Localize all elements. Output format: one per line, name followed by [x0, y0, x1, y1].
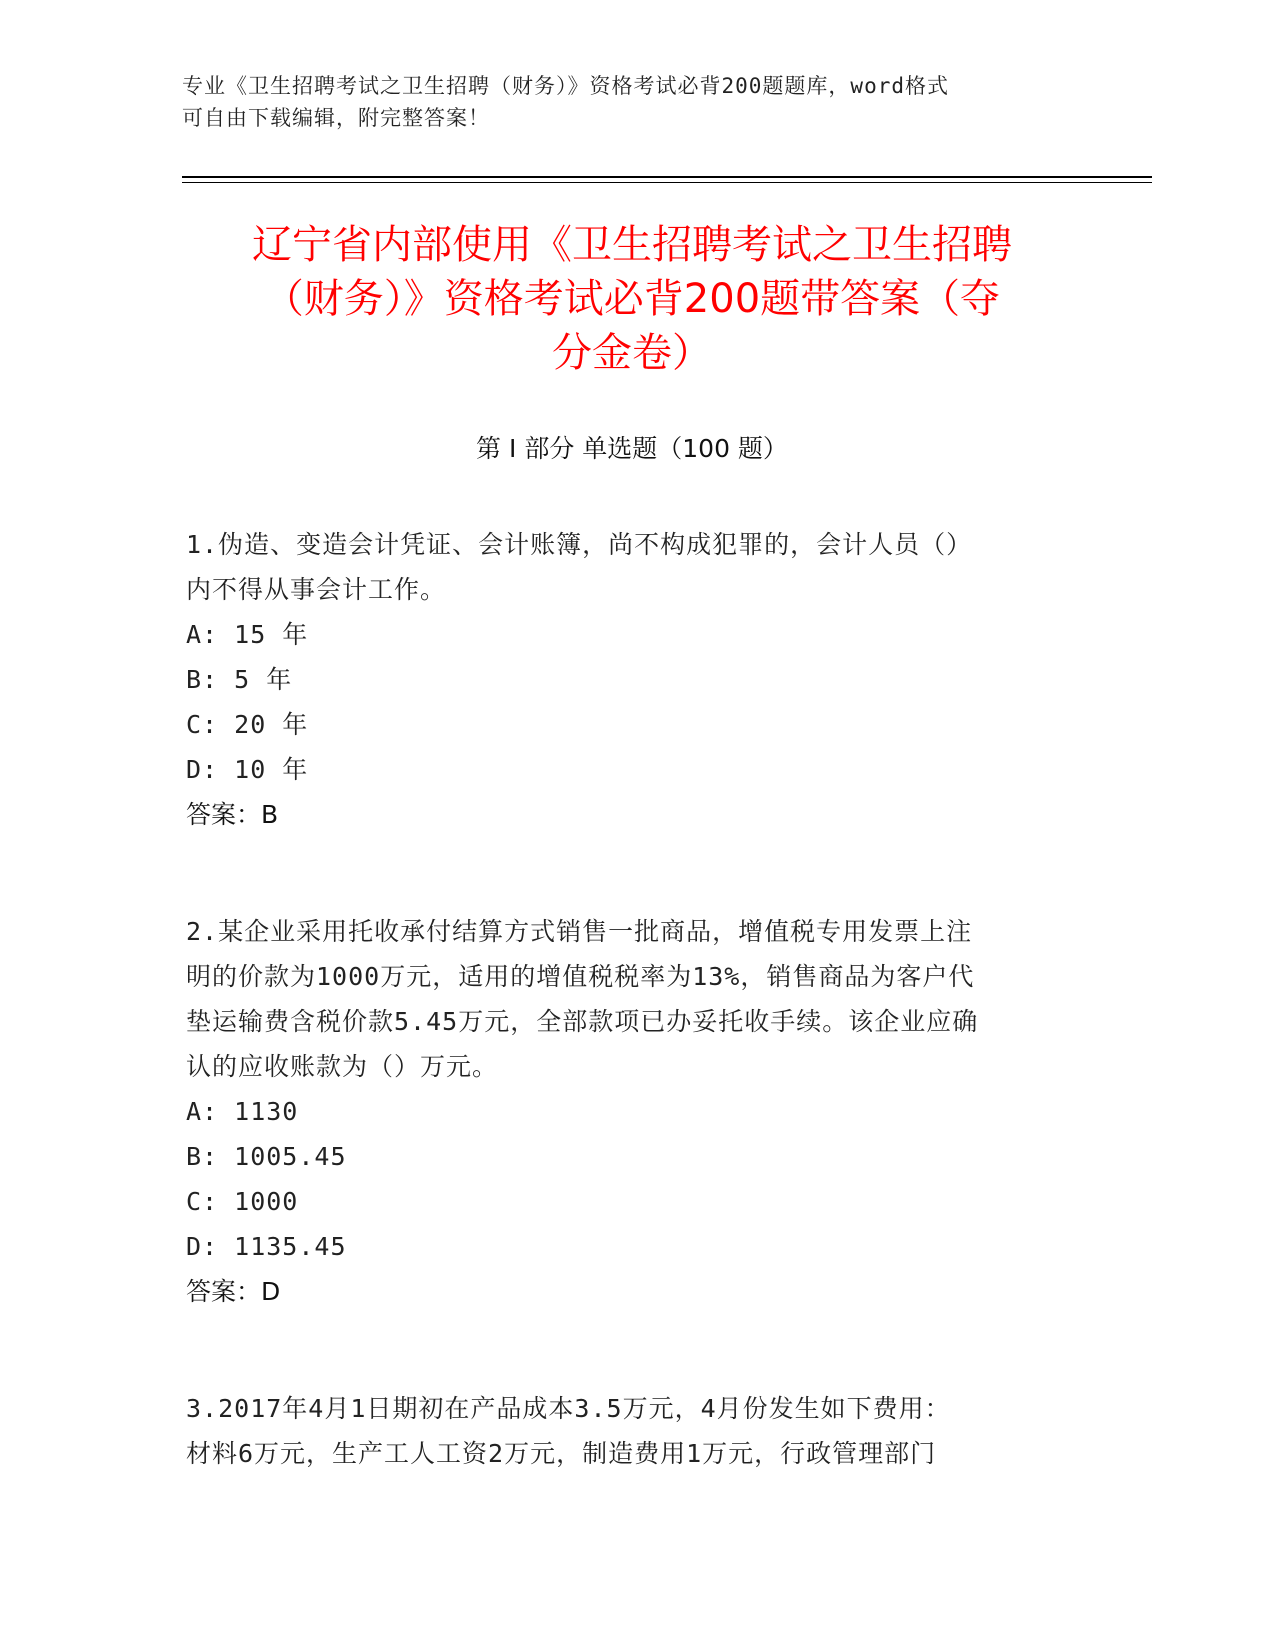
option-d: D: 10 年 — [186, 755, 309, 784]
question-1 — [186, 522, 1066, 837]
question-stem-line: 垫运输费含税价款5.45万元，全部款项已办妥托收手续。该企业应确 — [186, 1007, 979, 1036]
question-stem-line: 1.伪造、变造会计凭证、会计账簿，尚不构成犯罪的，会计人员（） — [186, 530, 973, 559]
header-note — [182, 70, 1062, 134]
header-divider-thin — [182, 182, 1152, 183]
header-divider-thick — [182, 176, 1152, 178]
answer-label: 答案：D — [186, 1277, 281, 1306]
question-stem-line: 材料6万元，生产工人工资2万元，制造费用1万元，行政管理部门 — [186, 1439, 937, 1468]
answer-label: 答案：B — [186, 800, 279, 829]
question-stem-line: 2.某企业采用托收承付结算方式销售一批商品，增值税专用发票上注 — [186, 917, 973, 946]
option-c: C: 1000 — [186, 1187, 299, 1216]
question-stem-line: 明的价款为1000万元，适用的增值税税率为13%，销售商品为客户代 — [186, 962, 975, 991]
document-title — [182, 218, 1082, 380]
question-stem-line: 内不得从事会计工作。 — [186, 575, 447, 604]
header-note-line-2: 可自由下载编辑，附完整答案！ — [182, 106, 490, 130]
option-b: B: 5 年 — [186, 665, 293, 694]
option-a: A: 15 年 — [186, 620, 309, 649]
document-title-line-2: （财务）》资格考试必背200题带答案（夺 — [263, 276, 1001, 322]
question-stem-line: 3.2017年4月1日期初在产品成本3.5万元，4月份发生如下费用： — [186, 1394, 951, 1423]
header-note-line-1: 专业《卫生招聘考试之卫生招聘（财务）》资格考试必背200题题库，word格式 — [182, 74, 949, 98]
question-list — [186, 522, 1066, 1476]
question-stem-line: 认的应收账款为（）万元。 — [186, 1052, 499, 1081]
question-3 — [186, 1386, 1066, 1476]
document-title-line-1: 辽宁省内部使用《卫生招聘考试之卫生招聘 — [252, 222, 1012, 268]
option-c: C: 20 年 — [186, 710, 309, 739]
question-2 — [186, 909, 1066, 1314]
option-b: B: 1005.45 — [186, 1142, 347, 1171]
option-d: D: 1135.45 — [186, 1232, 347, 1261]
option-a: A: 1130 — [186, 1097, 299, 1126]
section-heading: 第 I 部分 单选题（100 题） — [476, 434, 788, 463]
document-title-line-3: 分金卷） — [552, 330, 712, 376]
